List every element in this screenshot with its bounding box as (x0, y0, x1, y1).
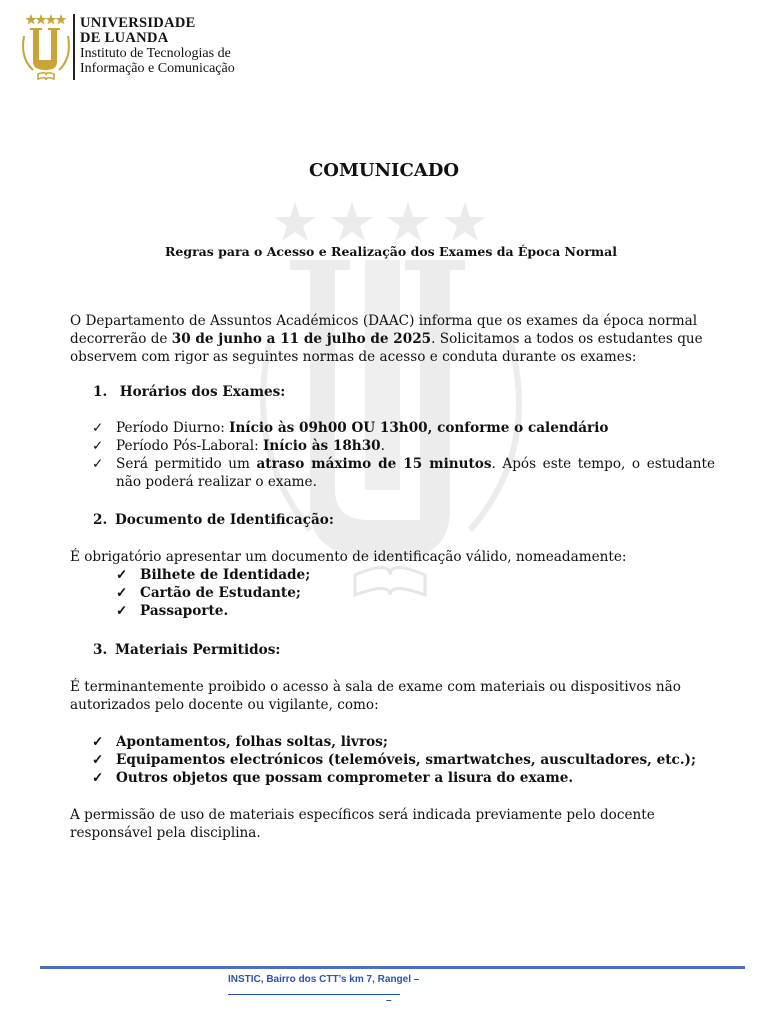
list-item (70, 769, 715, 787)
item-bold: Início às 18h30 (263, 438, 381, 454)
list-item (70, 437, 715, 455)
item-text: Passaporte. (140, 603, 229, 619)
item-bold: atraso máximo de 15 minutos (256, 456, 492, 472)
footer-address: INSTIC, Bairro dos CTT’s km 7, Rangel – (228, 974, 420, 985)
university-name-line1: UNIVERSIDADE (80, 15, 196, 31)
materials-intro: É terminantemente proibido o acesso à sala de exame com materiais ou dispositivos não autorizados pelo docente ou vigilante, como: (70, 679, 681, 713)
item-text: Apontamentos, folhas soltas, livros; (116, 734, 388, 750)
list-item (70, 602, 715, 620)
list-item (70, 419, 715, 437)
document-body (70, 312, 715, 842)
check-icon: ✓ (92, 752, 104, 768)
section-heading-text: Documento de Identificação: (115, 512, 334, 528)
check-icon: ✓ (92, 456, 104, 472)
item-text: Outros objetos que possam comprometer a lisura do exame. (116, 770, 574, 786)
section-heading-text: Horários dos Exames: (119, 384, 286, 400)
intro-text-part1: O Departamento de Assuntos Académicos (DAAC) informa que os exames da época normal decorrerão de (70, 313, 698, 347)
section-number: 3. (93, 642, 108, 658)
document-subtitle: Regras para o Acesso e Realização dos Exames da Época Normal (165, 244, 617, 259)
list-item (70, 584, 715, 602)
exam-dates: 30 de junho a 11 de julho de 2025 (171, 331, 432, 347)
item-label: Período Diurno: (116, 420, 230, 436)
list-item (70, 733, 715, 751)
list-item (70, 455, 715, 491)
intro-paragraph (70, 312, 715, 366)
footer-dash: – (386, 995, 392, 1006)
footer-divider (40, 966, 745, 969)
section-heading-materials (70, 641, 715, 659)
item-rest: . Após este tempo, o estudante não poderá realizar o exame. (116, 456, 715, 490)
identification-intro: É obrigatório apresentar um documento de identificação válido, nomeadamente: (70, 549, 627, 565)
check-icon: ✓ (116, 603, 128, 619)
institute-name-line2: Informação e Comunicação (80, 61, 235, 76)
section-heading-text: Materiais Permitidos: (115, 642, 281, 658)
check-icon: ✓ (92, 438, 104, 454)
item-rest: . (380, 438, 385, 454)
check-icon: ✓ (116, 567, 128, 583)
check-icon: ✓ (92, 770, 104, 786)
item-label: Período Pós-Laboral: (116, 438, 264, 454)
item-bold: Início às 09h00 OU 13h00, conforme o calendário (229, 420, 609, 436)
item-text: Equipamentos electrónicos (telemóveis, smartwatches, auscultadores, etc.); (116, 752, 696, 768)
section-number: 2. (93, 512, 108, 528)
check-icon: ✓ (92, 734, 104, 750)
identification-list (70, 566, 715, 620)
check-icon: ✓ (92, 420, 104, 436)
university-name-line2: DE LUANDA (80, 30, 169, 46)
university-crest-icon (20, 12, 72, 84)
document-title: COMUNICADO (308, 160, 460, 181)
item-text: Cartão de Estudante; (140, 585, 301, 601)
section-heading-identification (70, 511, 715, 529)
item-text: Bilhete de Identidade; (140, 567, 311, 583)
check-icon: ✓ (116, 585, 128, 601)
list-item (70, 751, 715, 769)
intro-text-part2: . Solicitamos a todos os estudantes que observem com rigor as seguintes normas de acesso e conduta durante os exames: (70, 331, 703, 365)
materials-list (70, 733, 715, 787)
schedule-list (70, 419, 715, 491)
institute-name-line1: Instituto de Tecnologias de (80, 46, 231, 61)
section-heading-schedule (70, 383, 715, 401)
footer-underline (228, 994, 400, 995)
item-label: Será permitido um (116, 456, 257, 472)
header-institution (80, 16, 235, 76)
closing-paragraph: A permissão de uso de materiais específicos será indicada previamente pelo docente responsável pela disciplina. (70, 807, 655, 841)
section-number: 1. (93, 384, 108, 400)
header-divider (73, 14, 75, 80)
list-item (70, 566, 715, 584)
